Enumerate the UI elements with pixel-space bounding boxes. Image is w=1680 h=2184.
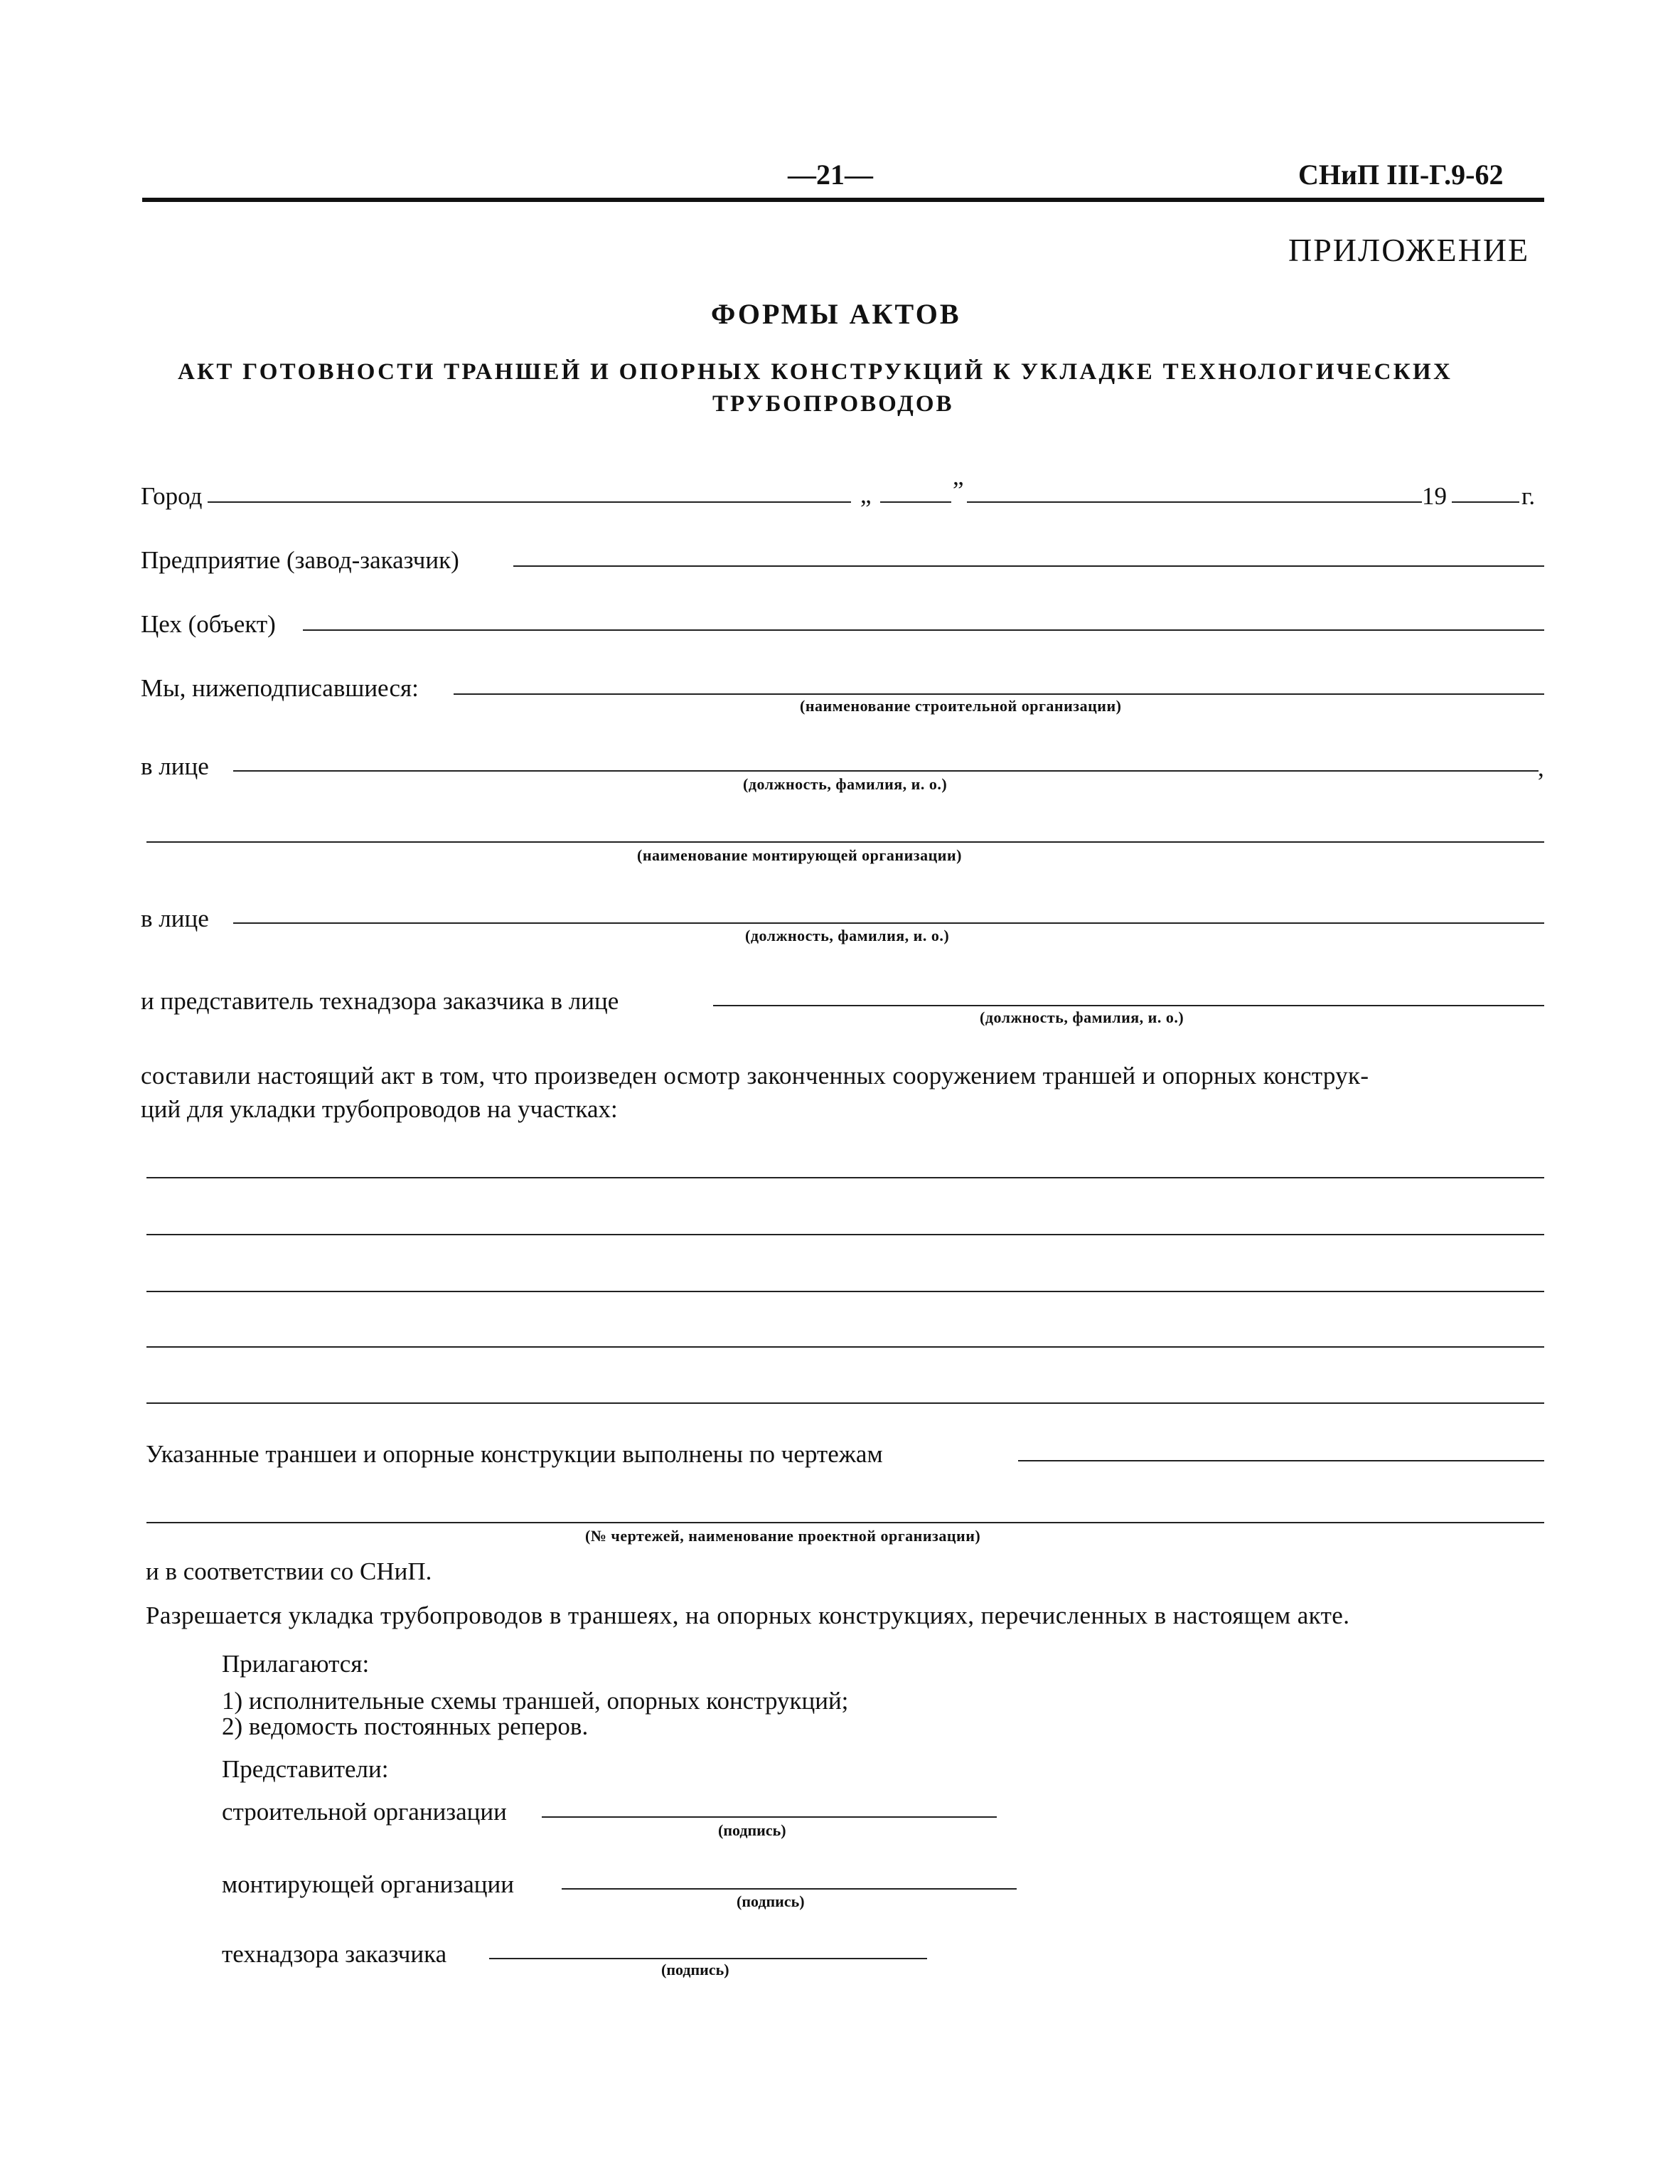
attachment-item-1: 1) исполнительные схемы траншей, опорных конструкций; xyxy=(222,1687,849,1715)
city-label: Город xyxy=(141,482,203,510)
section-line-4[interactable] xyxy=(146,1346,1544,1348)
act-title-line1: АКТ ГОТОВНОСТИ ТРАНШЕЙ И ОПОРНЫХ КОНСТРУКЦИЙ К УКЛАДКЕ ТЕХНОЛОГИЧЕСКИХ xyxy=(178,359,1453,385)
signatures-heading: Представители: xyxy=(222,1755,389,1783)
appendix-label: ПРИЛОЖЕНИЕ xyxy=(1288,232,1530,268)
month-field[interactable] xyxy=(967,501,1422,503)
mounting-org-field[interactable] xyxy=(146,841,1544,843)
shop-field[interactable] xyxy=(303,629,1544,631)
we-label: Мы, нижеподписавшиеся: xyxy=(141,674,419,702)
in-person-label-2: в лице xyxy=(141,905,209,932)
section-line-5[interactable] xyxy=(146,1402,1544,1404)
attachment-item-2: 2) ведомость постоянных реперов. xyxy=(222,1712,589,1740)
signature-caption-construction: (подпись) xyxy=(718,1821,786,1839)
year-field[interactable] xyxy=(1452,501,1519,503)
drawings-caption: (№ чертежей, наименование проектной организации) xyxy=(585,1527,981,1545)
document-code: СНиП III-Г.9-62 xyxy=(1298,159,1504,191)
in-person-comma: , xyxy=(1538,754,1544,782)
signature-field-construction[interactable] xyxy=(542,1816,997,1818)
signature-caption-mounting: (подпись) xyxy=(737,1892,805,1910)
drawings-field-2[interactable] xyxy=(146,1522,1544,1523)
statement-line-2: ций для укладки трубопроводов на участках: xyxy=(141,1095,618,1123)
in-person-field-2[interactable] xyxy=(233,922,1544,924)
in-person-caption-1: (должность, фамилия, и. о.) xyxy=(743,775,948,793)
tech-rep-label: и представитель технадзора заказчика в лице xyxy=(141,987,619,1015)
statement-line-1: составили настоящий акт в том, что произведен осмотр законченных сооружением траншей и опорных конструк- xyxy=(141,1062,1369,1090)
date-quote-close: ” xyxy=(953,476,964,504)
in-person-label-1: в лице xyxy=(141,752,209,780)
signature-label-mounting: монтирующей организации xyxy=(222,1870,514,1898)
signature-field-mounting[interactable] xyxy=(562,1888,1017,1890)
act-title-line2: ТРУБОПРОВОДОВ xyxy=(712,391,954,417)
signature-label-construction: строительной организации xyxy=(222,1798,507,1826)
page-number: —21— xyxy=(788,159,873,191)
mounting-org-caption: (наименование монтирующей организации) xyxy=(637,846,962,864)
permission-line: Разрешается укладка трубопроводов в траншеях, на опорных конструкциях, перечисленных в настоящем акте. xyxy=(146,1602,1350,1629)
tech-rep-caption: (должность, фамилия, и. о.) xyxy=(980,1008,1184,1026)
in-person-caption-2: (должность, фамилия, и. о.) xyxy=(745,927,950,944)
tech-rep-field[interactable] xyxy=(713,1005,1544,1006)
year-suffix: г. xyxy=(1521,482,1536,510)
section-line-1[interactable] xyxy=(146,1177,1544,1178)
section-title: ФОРМЫ АКТОВ xyxy=(711,298,961,330)
shop-label: Цех (объект) xyxy=(141,610,276,638)
snip-line: и в соответствии со СНиП. xyxy=(146,1557,432,1585)
in-person-field-1[interactable] xyxy=(233,770,1539,772)
signature-caption-tech: (подпись) xyxy=(661,1961,729,1978)
drawings-label: Указанные траншеи и опорные конструкции выполнены по чертежам xyxy=(146,1440,883,1468)
section-line-2[interactable] xyxy=(146,1234,1544,1235)
header-rule xyxy=(142,198,1544,202)
city-field[interactable] xyxy=(208,501,851,503)
date-quote-open: „ xyxy=(860,481,872,508)
section-line-3[interactable] xyxy=(146,1291,1544,1292)
drawings-field[interactable] xyxy=(1018,1460,1544,1461)
construction-org-caption: (наименование строительной организации) xyxy=(800,697,1122,715)
year-prefix: 19 xyxy=(1422,482,1447,510)
enterprise-field[interactable] xyxy=(513,565,1544,567)
attachments-heading: Прилагаются: xyxy=(222,1650,370,1678)
day-field[interactable] xyxy=(880,501,951,503)
construction-org-field[interactable] xyxy=(454,693,1544,695)
signature-label-tech: технадзора заказчика xyxy=(222,1940,447,1968)
signature-field-tech[interactable] xyxy=(489,1958,927,1959)
enterprise-label: Предприятие (завод-заказчик) xyxy=(141,546,459,574)
